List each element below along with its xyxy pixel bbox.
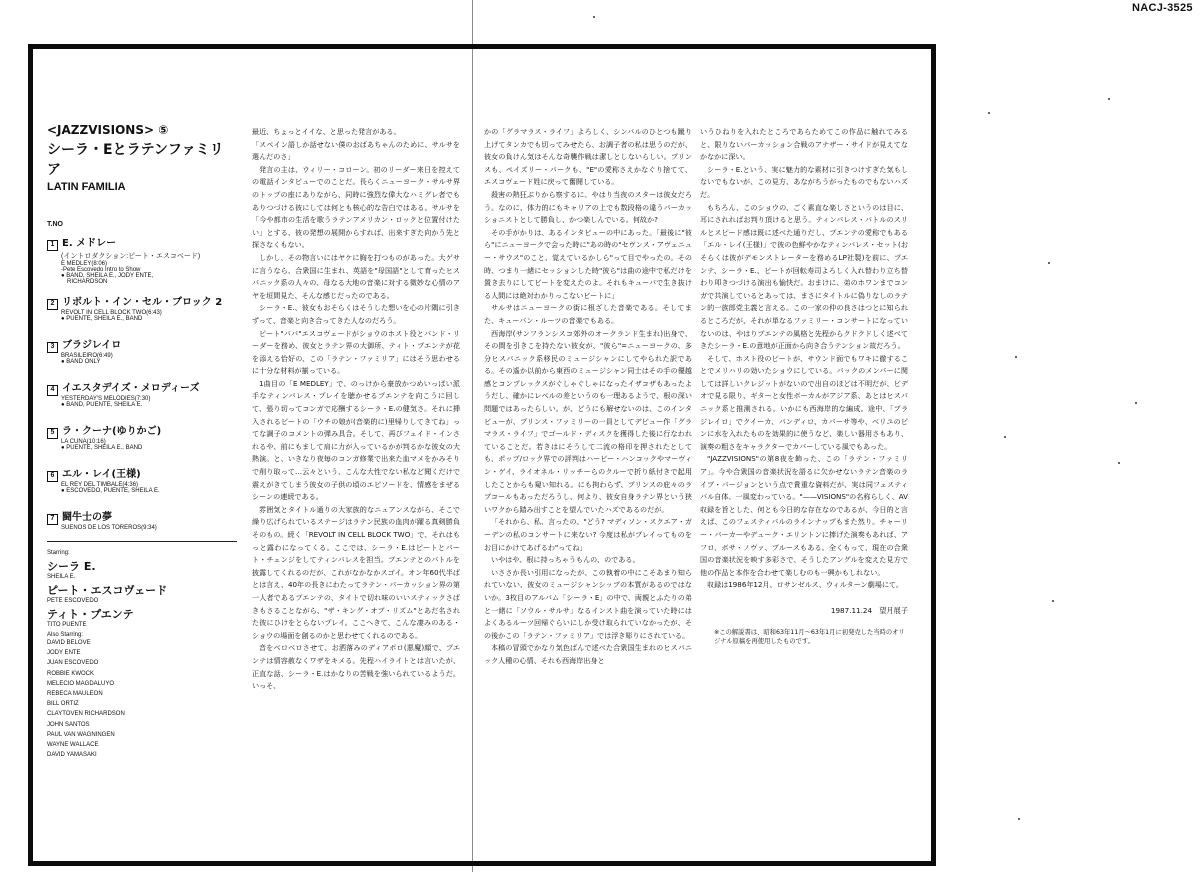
track-credit: ● ESCOVEDO, PUENTE, SHEILA E. [61, 488, 160, 494]
paragraph: いささか長い引用になったが、この執着の中にこそあまり知られていない、彼女のミュージシャンシップの本質があるのではないか。3枚目のアルバム「シーラ・E」の中で、両親とふたりの弟と一緒に「ソウル・サルサ」なるインスト曲を演っていた時にはよくあるルーツ回帰ぐらいにしか受け取られていなかったが、その後かこの「ラテン・ファミリア」では浮き彫りにされている。 [484, 567, 692, 640]
track-credit: ● PUENTE, SHEILA E., BAND [61, 316, 143, 322]
track-item [47, 508, 237, 531]
musician-name: DAVID BELOVE [47, 640, 91, 646]
paragraph: 1曲目の「E MEDLEY」で、のっけから豪放かつめいっぱい派手なティンバレス・プレイを聴かせるプエンテを向こうに回して、張り切ってコンガで応酬するシーラ・E.の健気さ。それに挿入されるピートの「ウチの娘が(音楽的に)里帰りしてきてね」ってな調子のコメントの弾み具合。そして、再びフェイド・インされるや、前にもまして肩に力が入っているかが判るかな彼女の大熱演。と、いきなり夜毎のコンガ修業で出来た血マメをかみそりで削り取って…云々という、こんな大性でない私など聞くだけで震えがきてしまう彼女の子供の頃のエピソードを、情感をまぜるシーンの連続である。 [252, 378, 460, 502]
paragraph: "JAZZVISIONS"の第8夜を飾った、この「ラテン・ファミリア」。今や合衆国の音楽状況を語るに欠かせないラテン音楽のライブ・バージョンという点で貴重な資料だが、実は同フェスティバル自体、一風変わっている。"——VISIONS"の名称らしく、AV収録を旨とした、何とも今日的な存在なのであるが、今日的と言えば、このフェスティバルのラインナップもまた然り。チャーリー・パーカーやデューク・エリントンに捧げた演奏もあれば、アフロ、ボサ・ノヴァ、ブルースもある。全くもって、現在の合衆国の音楽状況を映す多彩さで、そうしたアングルを変えた見方で他の作品と本作を合わせて楽しむのも一興かもしれない。 [700, 454, 908, 577]
track-number: 7 [47, 514, 58, 525]
track-credit: ● PUENTE, SHEILA E., BAND [61, 445, 143, 451]
speck [988, 112, 990, 114]
track-credit: ● BAND, PUENTE, SHEILA E. [61, 402, 143, 408]
paragraph: 西海岸(サンフランシスコ郊外のオークランド生まれ)出身で、その間を引きこを持たない彼女が、"彼ら"=ニューヨークの、多分ヒスパニック系移民のミュージシャンにしてやられた訳である。その遙か以前から東西のミュージシャン同士はその手の優越感とコンプレックスがぐしゃぐしゃになったイザコザもあったようだし、確かにレベルの差というのも一理あるようで、根の深い問題ではあったらしい。が、どうにも解せないのは、このインタビューが、プリンス・ファミリーの一員としてデビュー作「グラマラス・ライフ」でゴールド・ディスクを獲得した後に行なわれていることだ。若きはにそうして二流の格印を押されたとしても、ポップ/ロック界での評判はハービー・ハンコックやマーヴィン・ゲイ、ライオネル・リッチーらのクルーで折り紙付きで起用したことからも窺い知れる。にも拘わらず、プリンスの庇々のラブコールもあっただろうし、何より、彼女自身ラテン界という狭いワクから踏み出すことを望んでいたハズであるのだが。 [484, 328, 692, 514]
speck [593, 16, 595, 18]
track-title-en: YESTERDAY'S MELODIES(7:30) [61, 396, 151, 402]
track-number: 6 [47, 471, 58, 482]
speck [1048, 262, 1050, 264]
track-title-en: EL REY DEL TIMBALE(4:36) [61, 482, 139, 488]
speck [1004, 436, 1006, 438]
paragraph: その手がかりは、あるインタビューの中にあった。「最後に"彼ら"にニューヨークで会った時に"あの時の"セヴンス・アヴェニュー・サウス"のこと、覚えているかしら"って目でやったの。その時、つまり一緒にセッションした時"彼ら"は曲の途中で私だけを置き去りにしてビートを変えたのよ。それもキューバで生き抜ける人間には絶対わかりっこないビートに」 [484, 227, 692, 300]
musician-name: ROBBIE KWOCK [47, 670, 95, 677]
track-credit: ● BAND, SHEILA E., JODY ENTE, [61, 273, 154, 279]
musician-name: CLAYTOVEN RICHARDSON [47, 711, 125, 718]
star-name-en: SHEILA E. [47, 574, 76, 580]
essay-column-1 [252, 126, 460, 693]
track-number: 5 [47, 428, 58, 439]
track-title-en: E MEDLEY(8:06) [61, 261, 108, 267]
paragraph: 雰囲気とタイトル通りの大家族的なニュアンスながら、そこで繰り広げられているステージはラテン民族の血肉が躍る真剣勝負そのもの。続く「REVOLT IN CELL BLOCK TWO」で、それはもっと露わになってくる。ここでは、シーラ・E.はピートとパート・チェンジをしてティンバレスを担当。プエンテとのバトルを披露してくれるのだが、これがなかなかスゴイ。オン年60代半ばとは言え、40年の長きにわたってラテン・パーカッション界の第一人者であるプエンテの、タイトで切れ味のいいスティックさばきもさることながら、"ザ・キング・オブ・リズム"とあだ名された彼にひけをとらないプレイ。ここへきて、こんな凄みのある・ショウの場面を創るのかと思わせてくれるのである。 [252, 504, 460, 640]
paragraph: そして、ホスト役のピートが、サウンド面でもワキに徹することでメリハリの効いたショウにしている。バックのメンバーに関しては詳しいクレジットがないので出自のほどは不明だが、ビデオで見る限り、ギターと女性ボーカルがアジア系、あとはヒスパニック系と推測される。いかにも西海岸的な編成。途中、「ブラジレイロ」でクイーカ、パンディロ、カバーサ等や、ベリユのピンに水を入れたものを効果的に使うなど、楽しい器用さもあり、演奏の粗さをキャラクターでカバーしている風でもあった。 [700, 353, 908, 451]
paragraph: ピート"パパ"エスコヴェードがショウのホスト役とバンド・リーダーを務め、彼女とラテン界の大御所、ティト・プエンテが花を添える恰好の、この「ラテン・ファミリア」にはそう思わせるに十分な材料が揃っている。 [252, 328, 460, 376]
track-number-label: T.NO [47, 221, 63, 228]
paragraph: 「スペイン語しか話せない僕のおばあちゃんのために、サルサを選んだのさ」 [252, 139, 460, 162]
paragraph: 最近、ちょっとイイな、と思った発言がある。 [252, 127, 401, 136]
paragraph: いやはや、根に持っちゃうもんの、のである。 [491, 555, 640, 565]
musician-name: BILL ORTIZ [47, 701, 79, 708]
track-title: エル・レイ(王様) [62, 469, 141, 480]
track-title: リボルト・イン・セル・ブロック 2 [62, 297, 223, 308]
footnote: ※この解説書は、昭和63年11月〜63年1月に初発売した当時のオリジナル原稿を再使用したものです。 [714, 628, 905, 645]
track-title-en: SUENOS DE LOS TOREROS(9:34) [61, 525, 157, 531]
track-title: ブラジレイロ [62, 340, 122, 351]
starring-label: Starring: [47, 550, 70, 556]
track-number: 2 [47, 299, 58, 310]
essay-column-3 [700, 126, 908, 646]
speck [1118, 462, 1120, 464]
musician-name: REBECA MAULEON [47, 691, 103, 698]
also-starring-label: Also Starring: [47, 632, 84, 638]
track-title-en-note: -Pete Escovedo Intro to Show [61, 267, 141, 273]
series-title: <JAZZVISIONS> ⑤ [47, 123, 169, 137]
track-title: イエスタデイズ・メロディーズ [62, 383, 200, 394]
track-item [47, 293, 237, 322]
album-title-jp: シーラ・Eとラテンファミリア [47, 142, 224, 178]
paragraph: 本稿の冒頭でかなり気色ばんで述べた合衆国生まれのヒスパニック人種の心情、それも西海岸出身と [484, 643, 692, 665]
star-name-en: PETE ESCOVEDO [47, 598, 99, 604]
author-signature: 1987.11.24 望月展子 [830, 605, 908, 615]
speck [1135, 402, 1137, 404]
divider [47, 541, 237, 542]
star-name-jp: ピート・エスコヴェード [47, 584, 168, 597]
paragraph: 「それから、私、言ったの、"どう? マディソン・スクエア・ガーデンの私のコンサートに来ない? 今度は私がプレイってものをお目にかけてあげるわ"ってね」 [484, 517, 692, 552]
track-credit: ● BAND ONLY [61, 359, 101, 365]
paragraph: 音をベロベロさせて、お洒落みのディアボロ(悪魔)顔で、プエンテは情容赦なくワザをキメる。先程ハイライトとは言いたが、正直な話、シーラ・E.はかなりの苦戦を強いられているようだ。いっそ、 [252, 643, 460, 691]
speck [1018, 818, 1020, 820]
catalog-number: NACJ-3525 [1132, 2, 1193, 14]
musician-name: PAUL VAN WAGNINGEN [47, 731, 115, 738]
track-item [47, 422, 237, 451]
track-title: 闘牛士の夢 [62, 512, 112, 523]
track-title-en: REVOLT IN CELL BLOCK TWO(6:43) [61, 310, 162, 316]
track-number: 3 [47, 342, 58, 353]
paragraph: しかし、その物言いにはヤケに胸を打つものがあった。大ゲサに言うなら、合衆国に生まれ、英語を"母国語"として育ったヒスパニック系の人々の、母なる大地の音楽に対する微妙な心情のアヤを垣間見た、そんな感じだったのである。 [252, 252, 460, 300]
track-item [47, 379, 237, 408]
speck [1015, 356, 1017, 358]
track-title-en: BRASILEIRO(6:49) [61, 353, 113, 359]
musician-name: JODY ENTE [47, 650, 81, 657]
track-item [47, 465, 237, 494]
musician-name: DAVID YAMASAKI [47, 752, 97, 759]
track-title: E. メドレー [62, 238, 117, 249]
track-title: ラ・クーナ(ゆりかご) [62, 426, 162, 437]
paragraph: シーラ・E.という、実に魅力的な素材に引きつけすぎた気もしないでもないが、この見方、あながちうがったものでもないハズだ。 [700, 164, 908, 199]
paragraph: もちろん、このショウの、ごく素直な楽しさというのは目に、耳にされればお判り頂けると思う。ティンバレス・バトルのスリルとスピード感は既に述べた通りだし、プエンテの愛称でもある「エル・レイ(王様)」で彼の色鮮やかなティンバレス・セット(おそらくは彼がデモンストレーターを務めるLP社製)を前に、プエンテ、シーラ・E.、ピートが回転寿司よろしく入れ替わり立ち替わり叩きつづける演出も愉快だ。おまけに、弟のホワンまでコンガで共演しているとあっては、まさにタイトルに偽りなしのラテン的一族郎党主義と言える。この一家の仲の良さはつとに知られるところだが、それが単なるファミリー・コンサートになっていないのは、やはりプエンテの風格と先程からクドクドしく述べてきたシーラ・E.の意地が正面から向き合うテンション故だろう。 [700, 202, 908, 351]
track-number: 4 [47, 385, 58, 396]
track-credit-cont: RICHARDSON [67, 279, 108, 285]
track-subtitle: (イントロダクション:ピート・エスコベード) [61, 253, 201, 260]
speck [1052, 600, 1054, 602]
paragraph: サルサはニューヨークの街に根ざした音楽である。そしてまた、キューバン・ルーツの音楽でもある。 [484, 303, 692, 325]
paragraph: 発言の主は、ウィリー・コローン。初のリーダー来日を控えての電話インタビューでのことだ。長らくニューヨーク・サルサ界のトップの座にありながら、同時に強烈な偉大なハミグレ者でもありつづける彼にしては何とも核心的な告白ではある。サルサを「今や都市の生活を歌うラテンアメリカン・ロックと位置付けたい」とする、彼の発想の展開からすれば、出来すぎた向かう先と探さなくもない。 [252, 164, 460, 250]
musician-name: JOHN SANTOS [47, 721, 90, 728]
track-number: 1 [47, 240, 58, 251]
track-item [47, 336, 237, 365]
star-name-jp: シーラ E. [47, 560, 96, 573]
paragraph: 収録は1986年12月、ロサンゼルス、ウィルターン劇場にて。 [707, 580, 903, 590]
speck [1108, 98, 1110, 100]
also-starring-list [47, 638, 237, 760]
track-item [47, 234, 237, 285]
essay-column-2 [484, 126, 692, 668]
star-name-en: TITO PUENTE [47, 622, 87, 628]
musician-name: JUAN ESCOVEDO [47, 660, 99, 667]
paragraph: いうひねりを入れたところであらためてこの作品に触れてみると、限りないパーカッション合戦のアナザー・サイドが見えてなかなかに深い。 [700, 127, 908, 162]
track-listing-panel [47, 123, 237, 760]
paragraph: シーラ・E.、彼女もおそらくはそうした想いを心の片隅に引きずって、音楽と向き合ってきた人なのだろう。 [252, 303, 460, 325]
paragraph: かの「グラマラス・ライフ」よろしく、シンバルのひとつも蹴り上げてタンカでも切ってみせたら、お調子者の私は思うのだが、彼女の負けん気はそんな奇襲作戦は潔しとしないらしい。プリンスも、ペイズリー・パークも、"E"の愛称さえかなぐり捨てて、エスコヴェード姓に戻って奮闘している。 [484, 127, 692, 187]
musician-name: WAYNE WALLACE [47, 742, 99, 749]
star-name-jp: ティト・プエンテ [47, 608, 134, 621]
track-title-en: LA CUNA(10:16) [61, 439, 106, 445]
musician-name: MELECIO MAGDALUYO [47, 680, 115, 687]
album-title-en: LATIN FAMILIA [47, 181, 126, 193]
paragraph: 殺害の熱狂ぶりから察するに、やはり当夜のスターは彼女だろう。なのに、体力的にもキャリアの上でも数段格の違うパーカッショニストとして勝負し、かつ楽しんでいる。何故か? [484, 189, 692, 225]
